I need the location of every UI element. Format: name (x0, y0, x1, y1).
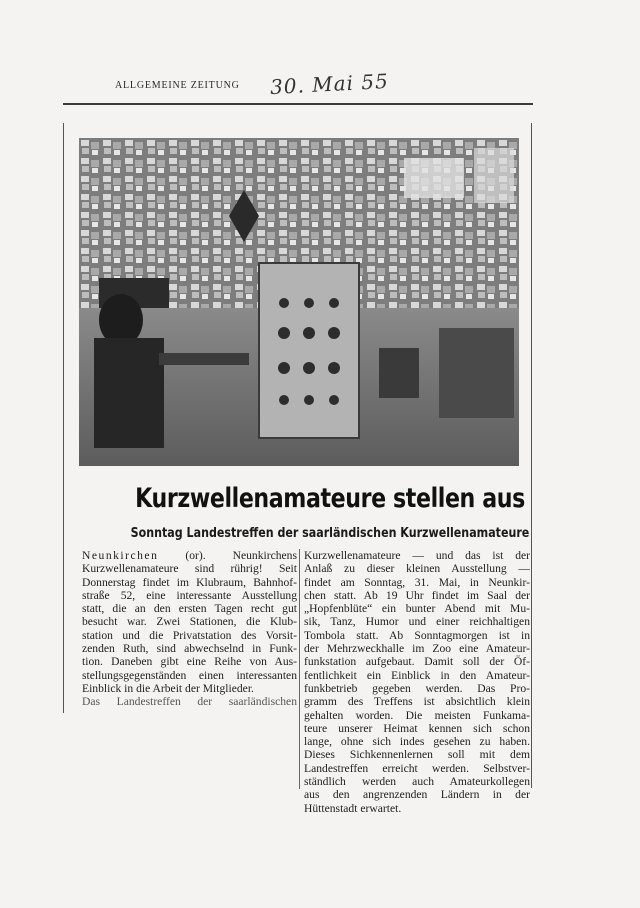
article-text-line: zenden Ruth, sind abwechselnd in Funk- (82, 642, 297, 656)
article-text-line: Kurzwellenamateure sind rührig! Seit (82, 562, 297, 576)
article-text-line (82, 549, 297, 562)
article-text-line: funkbetrieb gegeben werden. Das Pro- (304, 681, 530, 695)
article-text-line: station und die Privatstation des Vorsit- (82, 628, 297, 642)
clipping-left-border (63, 123, 64, 713)
article-text-line: stellungsgegenständen einen interessanten (82, 668, 297, 682)
article-text-line: besucht war. Zwei Stationen, die Klub- (82, 615, 297, 629)
article-text-line: chen statt. Ab 19 Uhr findet im Saal der (304, 588, 530, 602)
article-text-line: straße 52, eine interessante Ausstellung (82, 588, 297, 602)
article-column-right (304, 549, 530, 815)
column-divider (299, 549, 300, 789)
article-text-line: gehalten worden. Die meisten Funkama- (304, 708, 530, 722)
article-headline: Kurzwellenamateure stellen aus (135, 483, 525, 514)
article-text-line: der Mehrzweckhalle im Zoo eine Amateur- (304, 642, 530, 656)
masthead-rule (63, 103, 533, 105)
operating-desk (159, 353, 249, 365)
article-text-line: teure unserer Heimat kennen sich schon (304, 721, 530, 735)
article-column-left (82, 549, 297, 709)
article-text-line: Tombola statt. Ab Sonntagmorgen ist in (304, 628, 530, 642)
radio-station-photo (79, 138, 519, 466)
article-text-line: funkstation aufgebaut. Damit soll der Öf- (304, 655, 530, 669)
handwritten-date: 30. Mai 55 (269, 68, 390, 100)
article-text-line: Donnerstag findet im Klubraum, Bahnhof- (82, 575, 297, 589)
article-text-line: Landestreffen erreicht werden. Selbstver- (304, 761, 530, 775)
transmitter-rack (259, 263, 359, 438)
article-text-line: findet am Sonntag, 31. Mai, in Neunkir- (304, 575, 530, 589)
article-text-line: sik, Tanz, Humor und einer reichhaltigen (304, 615, 530, 629)
operator-body (94, 338, 164, 448)
photo-illustration (79, 138, 519, 466)
article-dateline: Neunkirchen (82, 549, 159, 562)
article-text-line: Kurzwellenamateure — und das ist der (304, 549, 530, 562)
article-text-line: aus den angrenzenden Ländern in der (304, 788, 530, 802)
newspaper-masthead: ALLGEMEINE ZEITUNG (115, 80, 240, 91)
article-text-line: ständlich werden auch Amateurkollegen (304, 775, 530, 789)
article-text-line: Hüttenstadt erwartet. (304, 801, 402, 815)
article-text-line: statt, die an den ersten Tagen recht gut (82, 602, 297, 616)
article-text-line: gramm des Treffens ist absichtlich klein (304, 695, 530, 709)
article-text-line: Dieses Sichkennenlernen soll mit dem (304, 748, 530, 762)
article-text-line: Anlaß zu dieser kleinen Ausstellung — (304, 562, 530, 576)
equipment-shelf (439, 328, 514, 418)
article-text-line: Einblick in die Arbeit der Mitglieder. (82, 681, 254, 695)
article-text-line: Das Landestreffen der saarländischen (82, 695, 297, 709)
article-subheadline: Sonntag Landestreffen der saarländischen Kurzwellenamateure (130, 525, 530, 541)
article-text-line: fentlichkeit ein Einblick in den Amateur- (304, 668, 530, 682)
article-text-fragment: (or). Neunkirchens (158, 549, 297, 562)
article-text-line: lange, ohne sich indes gesehen zu haben. (304, 735, 530, 749)
article-text-line: tion. Daneben gibt eine Reihe von Aus- (82, 655, 297, 669)
clipping-right-border (531, 123, 532, 788)
article-text-line: „Hopfenblüte“ ein bunter Abend mit Mu- (304, 602, 530, 616)
